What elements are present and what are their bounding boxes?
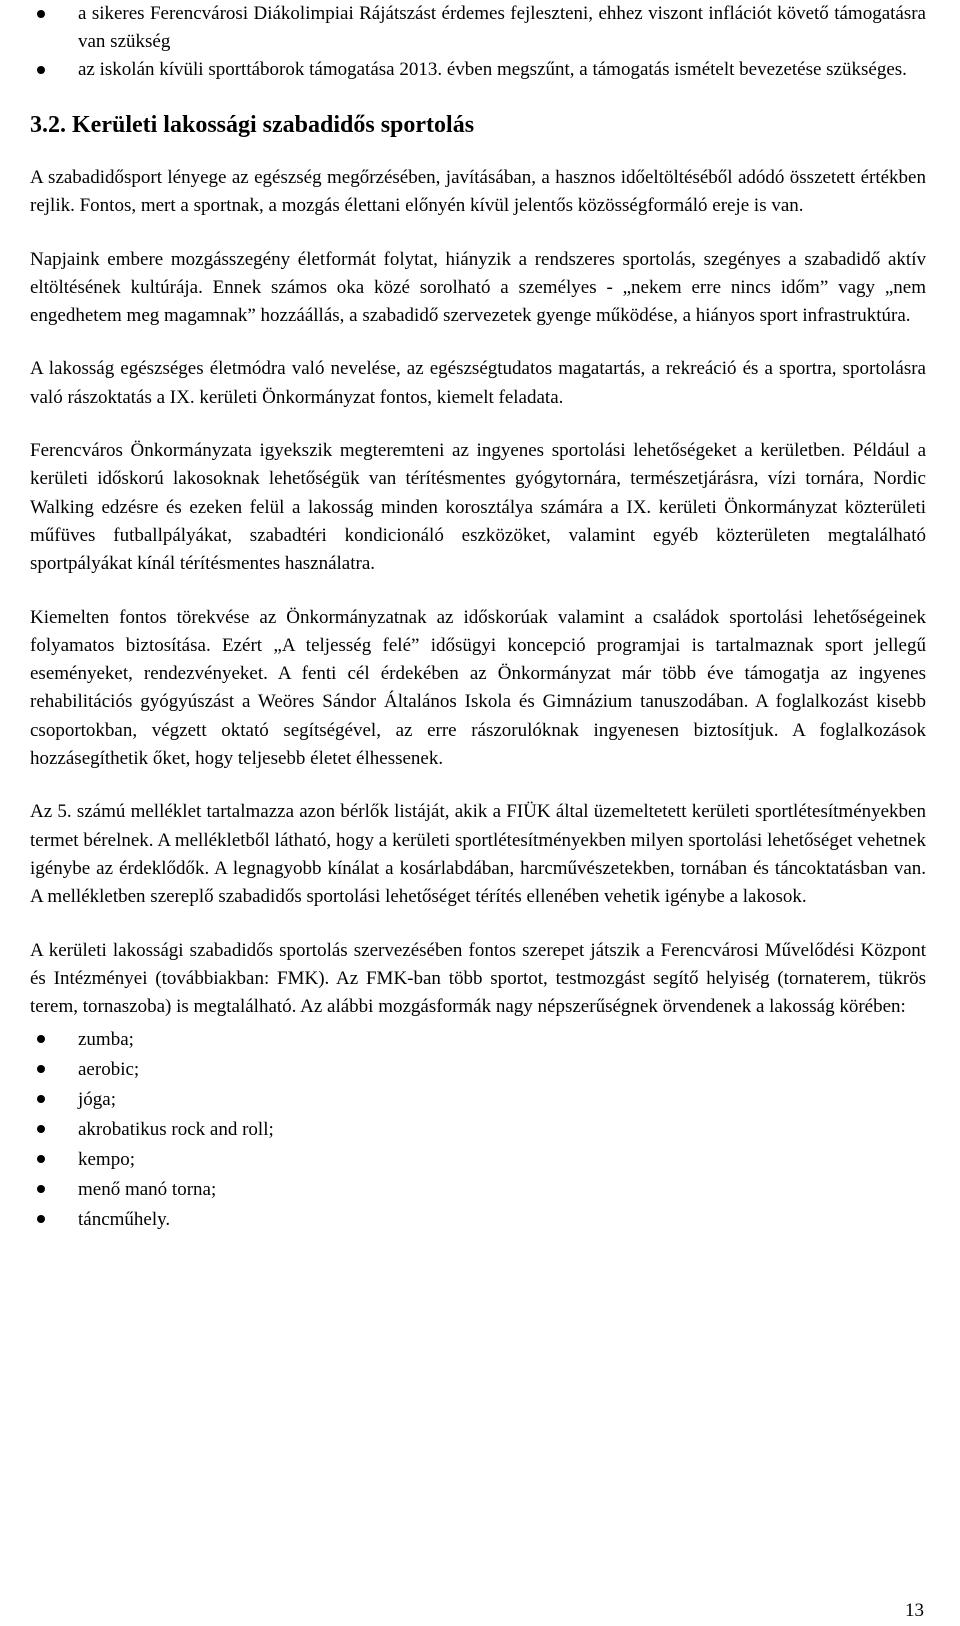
section-heading: 3.2. Kerületi lakossági szabadidős sportolás	[30, 112, 475, 138]
list-item: zumba;	[30, 1025, 926, 1055]
list-item: jóga;	[30, 1085, 926, 1115]
list-item: menő manó torna;	[30, 1175, 926, 1205]
paragraph: Ferencváros Önkormányzata igyekszik megteremteni az ingyenes sportolási lehetőségeket a kerületben. Például a kerületi időskorú lakosoknak lehetőségük van térítésmentes gyógytornára, természetjárásra, vízi tornára, Nordic Walking edzésre és ezeken felül a lakosság minden korosztálya számára a IX. kerületi Önkormányzat közterületi műfüves futballpályákat, szabadtéri kondicionáló eszközöket, valamint egyéb közterületen megtalálható sportpályákat kínál térítésmentes használatra.	[30, 440, 926, 575]
list-item: aerobic;	[30, 1055, 926, 1085]
intro-bullet-list	[30, 0, 926, 84]
list-item: akrobatikus rock and roll;	[30, 1115, 926, 1145]
paragraph: Kiemelten fontos törekvése az Önkormányzatnak az időskorúak valamint a családok sportolási lehetőségeinek folyamatos biztosítása. Ezért „A teljesség felé” idősügyi koncepció programjai is tartalmaznak sport jellegű eseményeket, rendezvényeket. A fenti cél érdekében az Önkormányzat már több éve támogatja az ingyenes rehabilitációs gyógyúszást a Weöres Sándor Általános Iskola és Gimnázium tanuszodában. A foglalkozást kisebb csoportokban, végzett oktató segítségével, az erre rászorulóknak ingyenesen biztosítjuk. A foglalkozások hozzásegíthetik őket, hogy teljesebb életet élhessenek.	[30, 606, 926, 770]
paragraph: A lakosság egészséges életmódra való nevelése, az egészségtudatos magatartás, a rekreáció és a sportra, sportolásra való rászoktatás a IX. kerületi Önkormányzat fontos, kiemelt feladata.	[30, 358, 926, 408]
paragraph: Az 5. számú melléklet tartalmazza azon bérlők listáját, akik a FIÜK által üzemeltetett kerületi sportlétesítményekben termet bérelnek. A mellékletből látható, hogy a kerületi sportlétesítményekben milyen sportolási lehetőséget vehetnek igénybe az érdeklődők. A legnagyobb kínálat a kosárlabdában, harcművészetekben, tornában és táncoktatásban van. A mellékletben szereplő szabadidős sportolási lehetőséget térítés ellenében vehetik igénybe a lakosok.	[30, 801, 926, 908]
page-number: 13	[905, 1600, 924, 1621]
paragraph: A kerületi lakossági szabadidős sportolás szervezésében fontos szerepet játszik a Ferencvárosi Művelődési Központ és Intézményei (továbbiakban: FMK). Az FMK-ban több sportot, testmozgást segítő helyiség (tornaterem, tükrös terem, tornaszoba) is megtalálható. Az alábbi mozgásformák nagy népszerűségnek örvendenek a lakosság körében:	[30, 939, 926, 1018]
paragraph: Napjaink embere mozgásszegény életformát folytat, hiányzik a rendszeres sportolás, szegényes a szabadidő aktív eltöltésének kultúrája. Ennek számos oka közé sorolható a személyes - „nekem erre nincs időm” vagy „nem engedhetem meg magamnak” hozzáállás, a szabadidő szervezetek gyenge működése, a hiányos sport infrastruktúra.	[30, 248, 926, 327]
paragraph: A szabadidősport lényege az egészség megőrzésében, javításában, a hasznos időeltöltéséből adódó összetett értékben rejlik. Fontos, mert a sportnak, a mozgás élettani előnyén kívül jelentős közösségformáló ereje is van.	[30, 167, 926, 217]
activity-list	[30, 1025, 926, 1235]
bullet-item: a sikeres Ferencvárosi Diákolimpiai Rájátszást érdemes fejleszteni, ehhez viszont inflációt követő támogatásra van szükség	[30, 0, 926, 56]
bullet-item: az iskolán kívüli sporttáborok támogatása 2013. évben megszűnt, a támogatás ismételt bevezetése szükséges.	[30, 56, 926, 84]
list-item: kempo;	[30, 1145, 926, 1175]
page-content	[30, 0, 926, 1235]
list-item: táncműhely.	[30, 1205, 926, 1235]
